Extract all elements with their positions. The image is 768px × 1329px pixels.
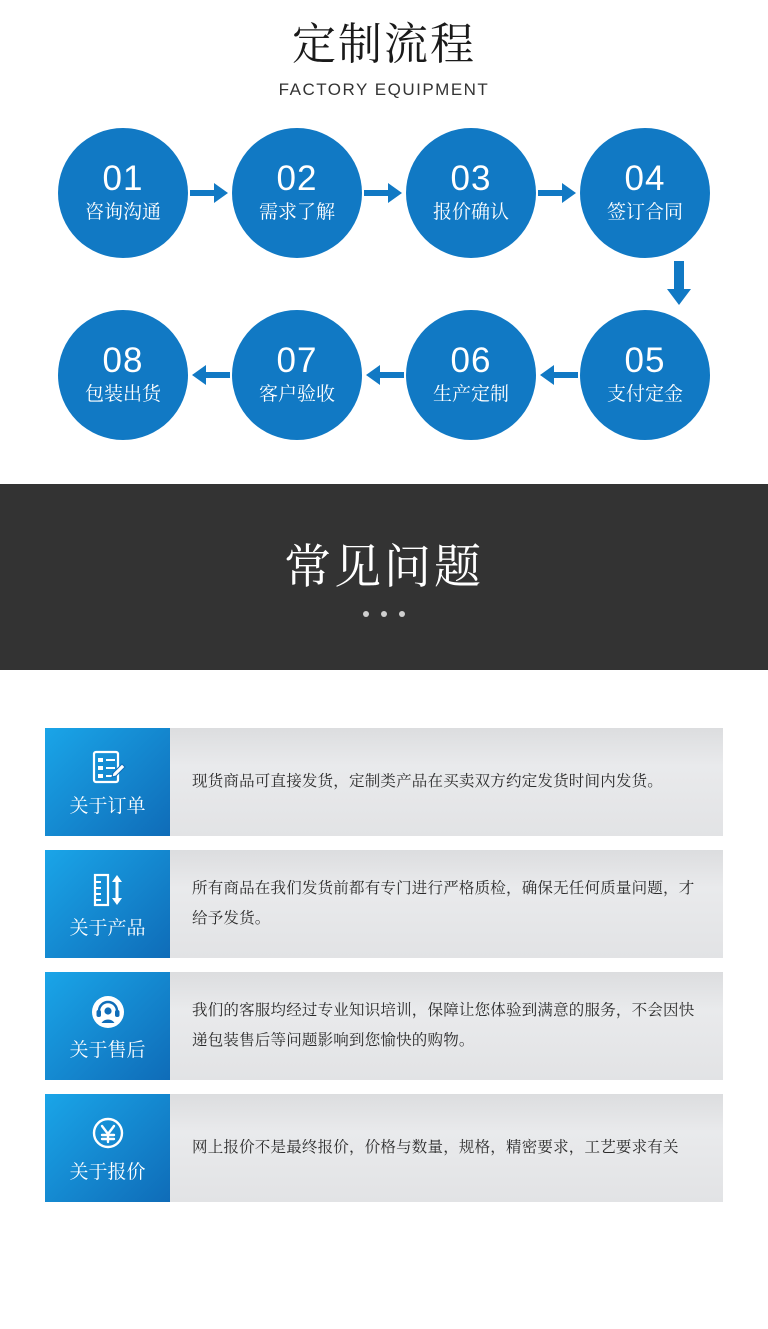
faq-icon-block [45,850,170,958]
faq-banner-title: 常见问题 [284,540,484,593]
decorative-dots [363,611,405,617]
headset-support-icon [88,991,128,1033]
step-label: 签订合同 [606,202,683,223]
process-step-8[interactable] [58,310,188,440]
faq-answer: 现货商品可直接发货，定制类产品在买卖双方约定发货时间内发货。 [192,773,664,790]
step-number: 02 [276,159,318,198]
step-label: 咨询沟通 [84,202,161,223]
step-label: 生产定制 [432,384,509,405]
faq-item[interactable] [45,972,723,1080]
page-subtitle: FACTORY EQUIPMENT [278,80,490,99]
faq-item[interactable] [45,728,723,836]
faq-answer: 所有商品在我们发货前都有专门进行严格质检，确保无任何质量问题，才给予发货。 [192,880,695,927]
faq-text-block [170,972,723,1080]
process-step-7[interactable] [232,310,362,440]
faq-text-block [170,850,723,958]
process-flow [0,128,768,440]
faq-text-block [170,1094,723,1202]
faq-answer: 我们的客服均经过专业知识培训，保障让您体验到满意的服务，不会因快递包装售后等问题影响到您愉快的购物。 [192,1002,695,1049]
arrow-left-icon [362,362,406,388]
dot-icon [381,611,387,617]
process-row-bottom [0,310,768,440]
arrow-right-icon [362,180,406,206]
faq-banner [0,484,768,670]
step-number: 07 [276,341,318,380]
arrow-right-icon [536,180,580,206]
arrow-down-icon [0,258,768,310]
process-step-3[interactable] [406,128,536,258]
step-label: 客户验收 [258,384,335,405]
step-number: 03 [450,159,492,198]
step-label: 报价确认 [432,202,509,223]
faq-list [0,670,768,1202]
step-number: 01 [102,159,144,198]
step-label: 包装出货 [84,384,161,405]
faq-icon-block [45,1094,170,1202]
faq-caption: 关于售后 [69,1039,146,1061]
process-step-1[interactable] [58,128,188,258]
faq-caption: 关于报价 [69,1161,146,1183]
step-label: 需求了解 [258,202,335,223]
process-step-4[interactable] [580,128,710,258]
step-label: 支付定金 [606,384,683,405]
process-step-5[interactable] [580,310,710,440]
faq-item[interactable] [45,850,723,958]
dot-icon [399,611,405,617]
arrow-left-icon [188,362,232,388]
faq-answer: 网上报价不是最终报价，价格与数量，规格，精密要求，工艺要求有关 [192,1139,679,1156]
yuan-price-icon [88,1113,128,1155]
product-measure-icon [89,869,127,911]
page-title: 定制流程 [292,20,476,69]
faq-text-block [170,728,723,836]
process-section [0,0,768,440]
faq-icon-block [45,728,170,836]
faq-icon-block [45,972,170,1080]
arrow-left-icon [536,362,580,388]
step-number: 04 [624,159,666,198]
process-step-2[interactable] [232,128,362,258]
order-document-icon [89,747,127,789]
faq-caption: 关于产品 [69,917,146,939]
step-number: 05 [624,341,666,380]
step-number: 08 [102,341,144,380]
faq-caption: 关于订单 [69,795,146,817]
step-number: 06 [450,341,492,380]
faq-item[interactable] [45,1094,723,1202]
dot-icon [363,611,369,617]
process-step-6[interactable] [406,310,536,440]
process-row-top [0,128,768,258]
arrow-right-icon [188,180,232,206]
